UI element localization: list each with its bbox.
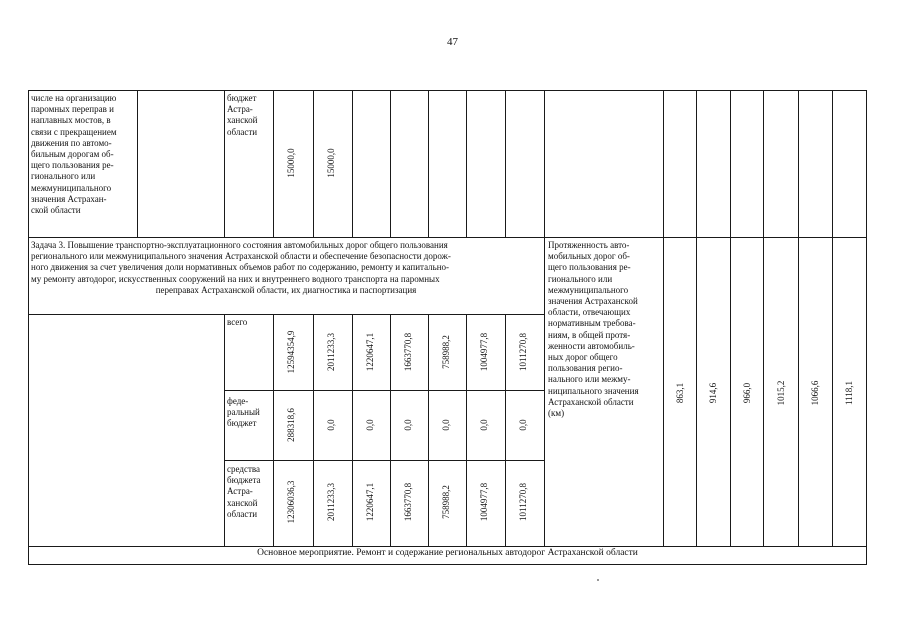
description-line: числе на организацию <box>31 93 117 103</box>
source-line: всего <box>227 317 248 327</box>
funding-value: 1004977,8 <box>479 482 489 522</box>
description-line: межмуниципального <box>31 182 112 193</box>
table-bottom-border <box>28 564 867 565</box>
description-line: бильным дорогам об- <box>31 149 114 160</box>
row-divider <box>28 314 545 315</box>
funding-value: 1004977,8 <box>479 332 489 372</box>
funding-value: 0,0 <box>403 419 413 431</box>
continuation-description <box>31 93 135 216</box>
column-divider <box>505 314 506 546</box>
column-divider <box>763 90 764 546</box>
indicator-line: гионального или <box>548 273 613 284</box>
funding-source-federal <box>227 396 272 430</box>
continuation-value: 15000,0 <box>286 148 296 178</box>
column-divider <box>505 90 506 238</box>
indicator-line: женности автомобиль- <box>548 340 635 351</box>
continuation-funding-source <box>227 93 272 138</box>
row-divider <box>224 460 544 461</box>
column-divider <box>730 90 731 546</box>
funding-value: 0,0 <box>365 419 375 431</box>
row-divider <box>224 390 544 391</box>
task3-title-line: Задача 3. Повышение транспортно-эксплуатационного состояния автомобильных дорог общего пользования <box>31 240 448 250</box>
continuation-value: 15000,0 <box>326 148 336 178</box>
source-line: ханской <box>227 115 258 126</box>
column-divider <box>313 314 314 546</box>
indicator-value: 1015,2 <box>776 380 786 406</box>
description-line: щего пользования ре- <box>31 160 114 171</box>
table-top-border <box>28 90 867 91</box>
description-line: паромных переправ и <box>31 104 114 115</box>
funding-value: 288318,6 <box>286 408 296 442</box>
funding-value: 1220647,1 <box>365 482 375 522</box>
funding-source-total <box>227 317 272 328</box>
indicator-line: (км) <box>548 408 565 419</box>
indicator-line: ниципального значения <box>548 385 639 396</box>
source-line: области <box>227 508 258 519</box>
indicator-line: мобильных дорог об- <box>548 251 630 262</box>
indicator-value: 1118,1 <box>844 380 854 406</box>
funding-value: 1663770,8 <box>403 482 413 522</box>
column-divider <box>352 90 353 238</box>
description-line: значения Астрахан- <box>31 193 107 204</box>
funding-value: 0,0 <box>518 419 528 431</box>
task3-title-line: му ремонту автодорог, искусственных сооружений на них и внутреннего водного транспорта на паромных <box>31 273 440 284</box>
funding-value: 758988,2 <box>441 485 451 519</box>
indicator-line: Астраханской области <box>548 396 634 407</box>
source-line: Астра- <box>227 104 253 115</box>
funding-value: 2011233,3 <box>326 483 336 521</box>
indicator-line: области, отвечающих <box>548 307 631 318</box>
funding-value: 0,0 <box>326 419 336 431</box>
column-divider <box>273 314 274 546</box>
column-divider <box>832 90 833 546</box>
indicator-value: 914,6 <box>708 382 718 404</box>
column-divider <box>137 90 138 238</box>
table-right-border <box>866 90 867 564</box>
column-divider <box>352 314 353 546</box>
column-divider <box>224 90 225 238</box>
indicator-value: 863,1 <box>675 382 685 404</box>
task3-indicator <box>548 240 660 419</box>
source-line: ральный <box>227 407 260 418</box>
indicator-line: Протяженность авто- <box>548 240 630 250</box>
funding-value: 1663770,8 <box>403 332 413 372</box>
column-divider <box>798 90 799 546</box>
source-line: Астра- <box>227 486 253 497</box>
main-activity-title: Основное мероприятие. Ремонт и содержание региональных автодорог Астраханской области <box>257 548 638 558</box>
task3-title-line: переправах Астраханской области, их диагностика и паспортизация <box>155 284 417 295</box>
indicator-line: щего пользования ре- <box>548 262 631 273</box>
task3-title-line: ного движения за счет увеличения доли нормативных объемов работ по содержанию, ремонту и капитально- <box>31 262 450 273</box>
indicator-line: нального или межму- <box>548 374 631 385</box>
column-divider <box>390 90 391 238</box>
column-divider <box>544 90 545 546</box>
indicator-line: межмуниципального <box>548 284 629 295</box>
description-line: наплавных мостов, в <box>31 115 111 126</box>
indicator-line: нормативным требова- <box>548 318 636 329</box>
column-divider <box>224 314 225 546</box>
task3-title <box>31 240 541 296</box>
source-line: ханской <box>227 497 258 508</box>
task3-title-line: регионального или межмуниципального значения Астраханской области и обеспечение безопасности дорож- <box>31 251 451 262</box>
scan-artifact <box>597 579 599 581</box>
column-divider <box>466 90 467 238</box>
indicator-value: 966,0 <box>742 382 752 404</box>
page-number: 47 <box>447 36 458 48</box>
funding-value: 1011270,8 <box>518 333 528 371</box>
column-divider <box>428 90 429 238</box>
column-divider <box>273 90 274 238</box>
indicator-line: ниям, в общей протя- <box>548 329 631 340</box>
indicator-line: ных дорог общего <box>548 352 618 363</box>
source-line: области <box>227 126 258 137</box>
description-line: движения по автомо- <box>31 137 112 148</box>
row-divider <box>544 237 867 238</box>
source-line: феде- <box>227 396 249 406</box>
indicator-value: 1066,6 <box>810 380 820 406</box>
row-divider <box>28 546 867 547</box>
funding-value: 1011270,8 <box>518 483 528 521</box>
funding-value: 12306036,3 <box>286 480 296 524</box>
source-line: бюджет <box>227 93 257 103</box>
source-line: бюджета <box>227 475 261 486</box>
funding-value: 0,0 <box>479 419 489 431</box>
funding-value: 1220647,1 <box>365 332 375 372</box>
row-divider <box>28 237 545 238</box>
column-divider <box>663 90 664 546</box>
funding-source-regional <box>227 464 272 520</box>
indicator-line: пользования регио- <box>548 363 623 374</box>
description-line: ской области <box>31 205 81 216</box>
funding-value: 758988,2 <box>441 335 451 369</box>
column-divider <box>313 90 314 238</box>
column-divider <box>428 314 429 546</box>
funding-value: 0,0 <box>441 419 451 431</box>
funding-value: 12594354,9 <box>286 330 296 374</box>
funding-value: 2011233,3 <box>326 333 336 371</box>
description-line: связи с прекращением <box>31 126 117 137</box>
indicator-line: значения Астраханской <box>548 296 638 307</box>
source-line: бюджет <box>227 418 257 429</box>
column-divider <box>390 314 391 546</box>
column-divider <box>466 314 467 546</box>
source-line: средства <box>227 464 261 474</box>
description-line: гионального или <box>31 171 96 182</box>
column-divider <box>696 90 697 546</box>
table-left-border <box>28 90 29 564</box>
